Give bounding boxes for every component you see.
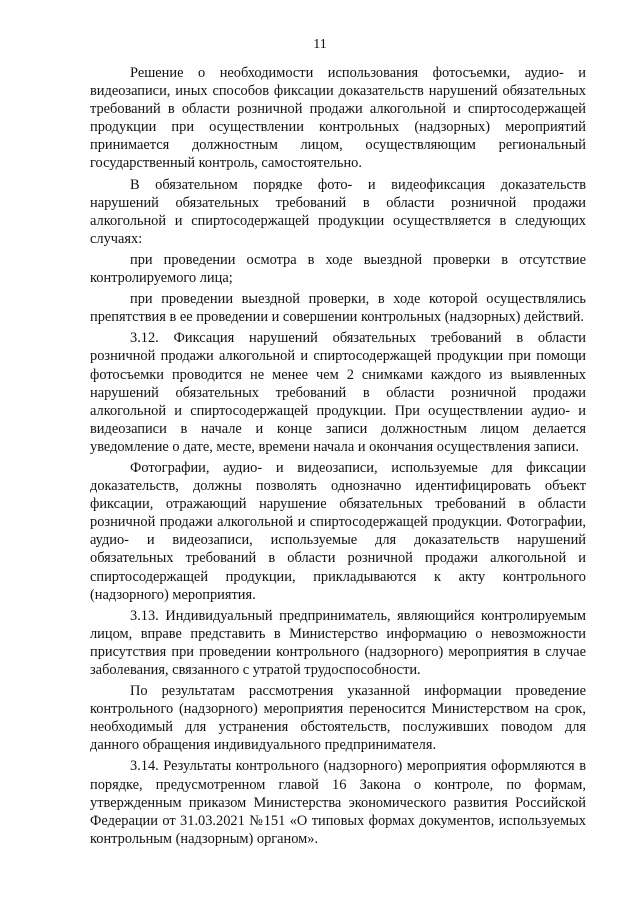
document-body (90, 64, 586, 848)
paragraph-postponement: По результатам рассмотрения указанной информации проведение контрольного (надзорного) мероприятия переносится Министерством на срок, необходимый для устранения обстоятельств, послуживших поводом для данного обращения индивидуального предпринимателя. (90, 683, 586, 754)
paragraph-mandatory-fixation: В обязательном порядке фото- и видеофиксация доказательств нарушений обязательных требований в области розничной продажи алкогольной и спиртосодержащей продукции осуществляется в следующих случаях: (90, 176, 586, 247)
list-item-obstruction: при проведении выездной проверки, в ходе которой осуществлялись препятствия в ее проведении и совершении контрольных (надзорных) действий. (90, 291, 586, 326)
section-3-14: 3.14. Результаты контрольного (надзорного) мероприятия оформляются в порядке, предусмотренном главой 16 Закона о контроле, по формам, утвержденным приказом Министерства экономического развития Российской Федерации от 31.03.2021 №151 «О типовых формах документов, используемых контрольным (надзорным) органом». (90, 758, 586, 847)
page-number: 11 (313, 37, 327, 52)
paragraph-photo-decision: Решение о необходимости использования фотосъемки, аудио- и видеозаписи, иных способов фиксации доказательств нарушений обязательных требований в области розничной продажи алкогольной и спиртосодержащей продукции при осуществлении контрольных (надзорных) мероприятий принимается должностным лицом, осуществляющим региональный государственный контроль, самостоятельно. (90, 65, 586, 172)
section-3-12: 3.12. Фиксация нарушений обязательных требований в области розничной продажи алкогольной и спиртосодержащей продукции при помощи фотосъемки проводится не менее чем 2 снимками каждого из выявленных нарушений обязательных требований в области розничной продажи алкогольной и спиртосодержащей продукции. При осуществлении аудио- и видеозаписи в начале и конце записи должностным лицом делается уведомление о дате, месте, времени начала и окончания осуществления записи. (90, 330, 586, 455)
list-item-inspection: при проведении осмотра в ходе выездной проверки в отсутствие контролируемого лица; (90, 251, 586, 287)
paragraph-photo-requirements: Фотографии, аудио- и видеозаписи, используемые для фиксации доказательств, должны позволять однозначно идентифицировать объект фиксации, отражающий нарушение обязательных требований в области розничной продажи алкогольной и спиртосодержащей продукции. Фотографии, аудио- и видеозаписи, используемые для доказательств нарушений обязательных требований в области розничной продажи алкогольной и спиртосодержащей продукции, прикладываются к акту контрольного (надзорного) мероприятия. (90, 459, 586, 603)
section-3-13: 3.13. Индивидуальный предприниматель, являющийся контролируемым лицом, вправе представить в Министерство информацию о невозможности присутствия при проведении контрольного (надзорного) мероприятия в случае заболевания, связанного с утратой трудоспособности. (90, 607, 586, 678)
